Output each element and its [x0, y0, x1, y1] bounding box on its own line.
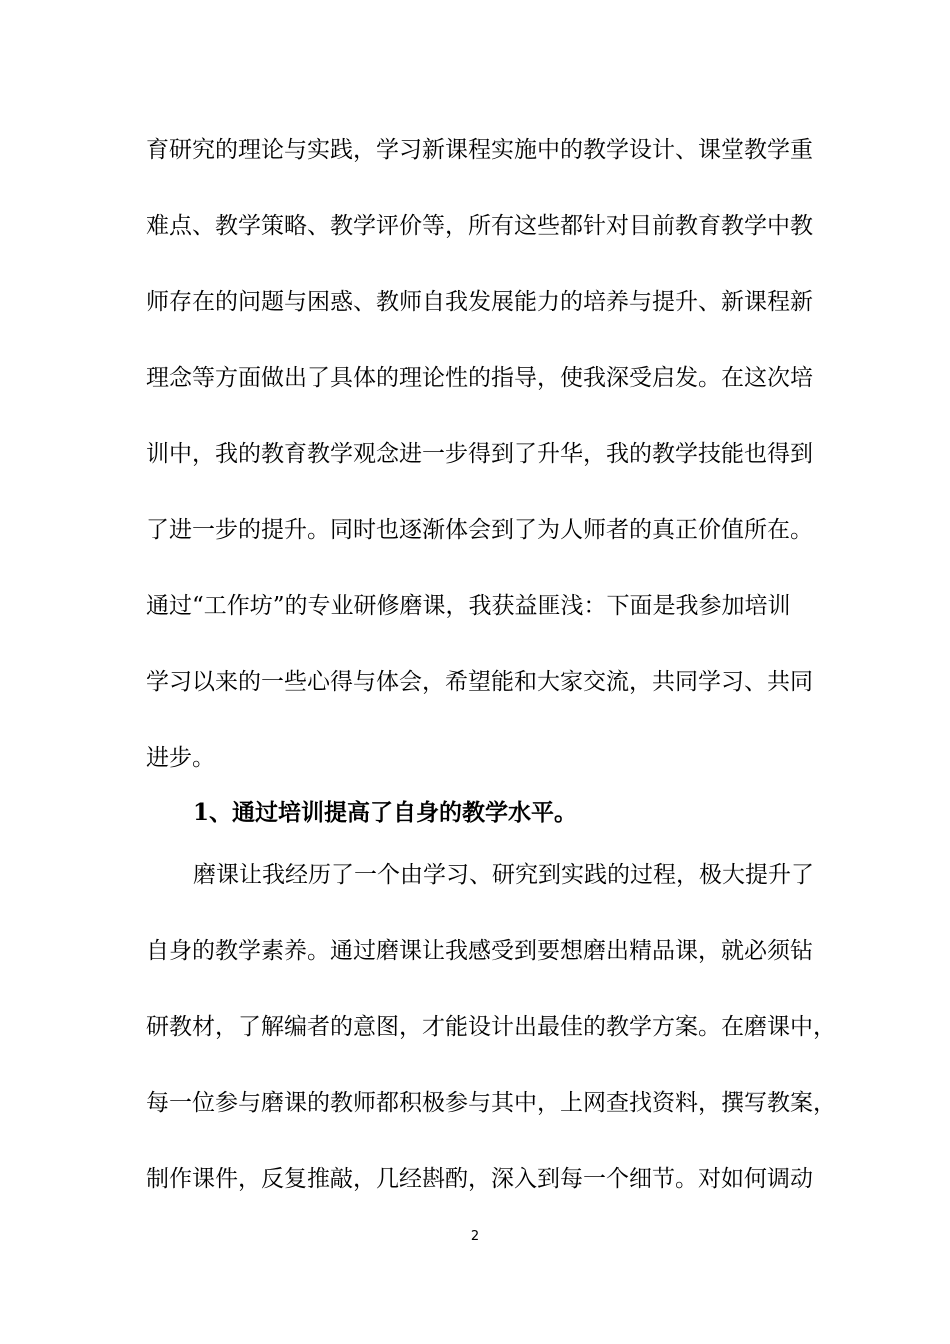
paragraph-2-line-3: 研教材，了解编者的意图，才能设计出最佳的教学方案。在磨课中， [146, 1014, 836, 1040]
paragraph-1-line-9: 进步。 [146, 745, 215, 771]
paragraph-2-line-5: 制作课件，反复推敲，几经斟酌，深入到每一个细节。对如何调动 [146, 1166, 813, 1192]
paragraph-1-line-1: 育研究的理论与实践，学习新课程实施中的教学设计、课堂教学重 [146, 137, 813, 163]
paragraph-1-line-3: 师存在的问题与困惑、教师自我发展能力的培养与提升、新课程新 [146, 289, 813, 315]
page-number: 2 [470, 1229, 480, 1244]
paragraph-2-line-1: 磨课让我经历了一个由学习、研究到实践的过程，极大提升了 [193, 862, 814, 888]
paragraph-1-line-8: 学习以来的一些心得与体会，希望能和大家交流，共同学习、共同 [146, 669, 813, 695]
paragraph-1-line-7: 通过“工作坊”的专业研修磨课，我获益匪浅：下面是我参加培训 [146, 593, 791, 619]
section-heading: 1、通过培训提高了自身的教学水平。 [193, 799, 578, 826]
paragraph-1-line-6: 了进一步的提升。同时也逐渐体会到了为人师者的真正价值所在。 [146, 517, 813, 543]
paragraph-2-line-2: 自身的教学素养。通过磨课让我感受到要想磨出精品课，就必须钻 [146, 938, 813, 964]
paragraph-1-line-4: 理念等方面做出了具体的理论性的指导，使我深受启发。在这次培 [146, 365, 813, 391]
paragraph-1-line-2: 难点、教学策略、教学评价等，所有这些都针对目前教育教学中教 [146, 213, 813, 239]
paragraph-1-line-5: 训中，我的教育教学观念进一步得到了升华，我的教学技能也得到 [146, 441, 813, 467]
paragraph-2-line-4: 每一位参与磨课的教师都积极参与其中，上网查找资料，撰写教案， [146, 1090, 836, 1116]
